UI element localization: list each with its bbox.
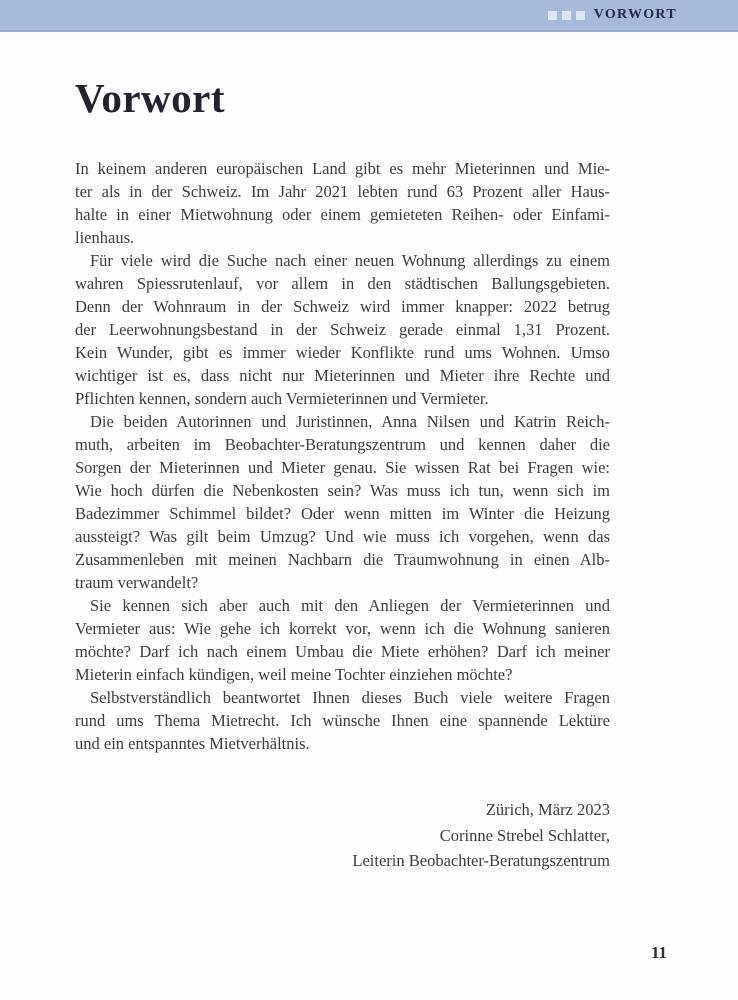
preface-paragraphs [75, 157, 610, 755]
page-title: Vorwort [75, 75, 226, 121]
paragraph-line: Die beiden Autorinnen und Juristinnen, Anna Nilsen und Katrin Reich- [90, 412, 610, 431]
paragraph-line: rund ums Thema Mietrecht. Ich wünsche Ihnen eine spannende Lektüre [75, 711, 610, 730]
paragraph-line: muth, arbeiten im Beobachter-Beratungszentrum und kennen daher die [75, 435, 610, 454]
paragraph-line: Badezimmer Schimmel bildet? Oder wenn mitten im Winter die Heizung [75, 504, 610, 523]
paragraph-line: wichtiger ist es, dass nicht nur Mieterinnen und Mieter ihre Rechte und [75, 366, 610, 385]
paragraph-line: ter als in der Schweiz. Im Jahr 2021 lebten rund 63 Prozent aller Haus- [75, 182, 610, 201]
square-icon [562, 11, 571, 20]
square-icon [576, 11, 585, 20]
paragraph-line: Pflichten kennen, sondern auch Vermieterinnen und Vermieter. [75, 389, 489, 408]
header-squares [543, 11, 585, 20]
header-band [0, 0, 738, 32]
paragraph-line: Denn der Wohnraum in der Schweiz wird immer knapper: 2022 betrug [75, 297, 610, 316]
signature-place-date: Zürich, März 2023 [485, 800, 610, 819]
paragraph-line: Zusammenleben mit meinen Nachbarn die Traumwohnung in einen Alb- [75, 550, 610, 569]
signature-block [75, 797, 610, 874]
square-icon [548, 11, 557, 20]
paragraph-line: Vermieter aus: Wie gehe ich korrekt vor, wenn ich die Wohnung sanieren [75, 619, 610, 638]
paragraph-line: Wie hoch dürfen die Nebenkosten sein? Was muss ich tun, wenn sich im [75, 481, 610, 500]
paragraph-line: traum verwandelt? [75, 573, 199, 592]
paragraph-line: Selbstverständlich beantwortet Ihnen dieses Buch viele weitere Fragen [90, 688, 610, 707]
paragraph-line: Für viele wird die Suche nach einer neuen Wohnung allerdings zu einem [90, 251, 610, 270]
paragraph-line: Kein Wunder, gibt es immer wieder Konflikte rund ums Wohnen. Umso [75, 343, 610, 362]
paragraph-line: aussteigt? Was gilt beim Umzug? Und wie muss ich vorgehen, wenn das [75, 527, 610, 546]
running-head-label: VORWORT [593, 7, 677, 22]
paragraph-line: halte in einer Mietwohnung oder einem gemieteten Reihen- oder Einfami- [75, 205, 610, 224]
paragraph-line: wahren Spiessrutenlauf, vor allem in den städtischen Ballungsgebieten. [75, 274, 610, 293]
paragraph-line: Sorgen der Mieterinnen und Mieter genau. Sie wissen Rat bei Fragen wie: [75, 458, 610, 477]
signature-role: Leiterin Beobachter-Beratungszentrum [352, 851, 610, 870]
paragraph-line: In keinem anderen europäischen Land gibt es mehr Mieterinnen und Mie- [75, 159, 610, 178]
page-number: 11 [650, 943, 667, 962]
signature-author: Corinne Strebel Schlatter, [439, 825, 610, 845]
paragraph-line: Sie kennen sich aber auch mit den Anliegen der Vermieterinnen und [90, 596, 610, 615]
paragraph-line: der Leerwohnungsbestand in der Schweiz gerade einmal 1,31 Prozent. [75, 320, 610, 339]
paragraph-line: Mieterin einfach kündigen, weil meine Tochter einziehen möchte? [75, 665, 513, 684]
paragraph-line: und ein entspanntes Mietverhältnis. [75, 734, 310, 753]
paragraph-line: lienhaus. [75, 228, 135, 247]
preface-body [75, 157, 610, 874]
paragraph-line: möchte? Darf ich nach einem Umbau die Miete erhöhen? Darf ich meiner [75, 642, 610, 661]
